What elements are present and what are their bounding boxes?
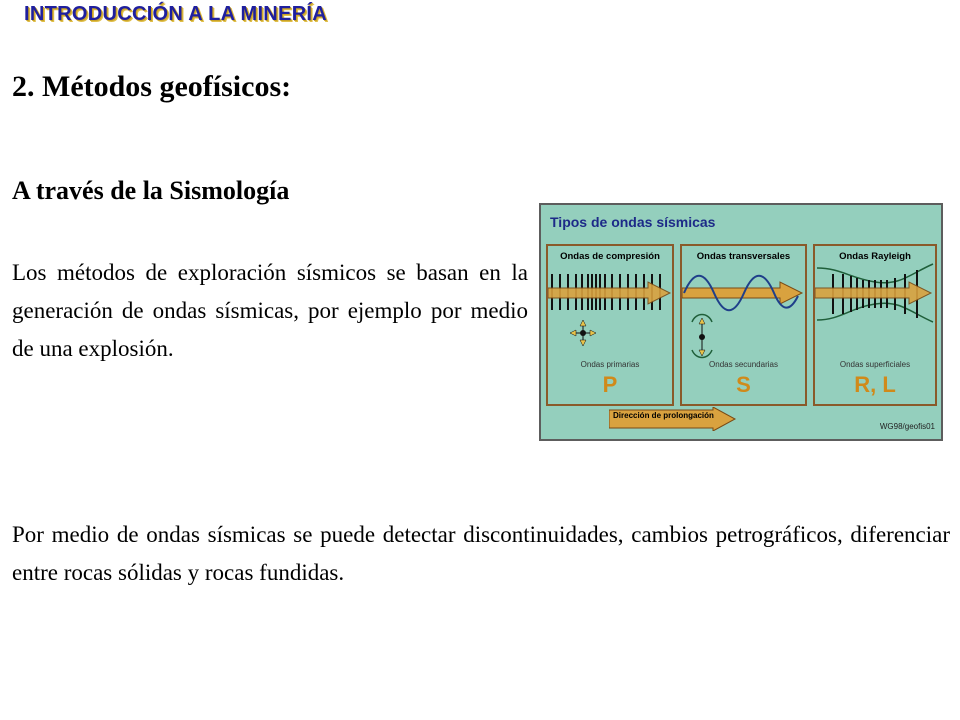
paragraph-intro: Los métodos de exploración sísmicos se basan en la generación de ondas sísmicas, por ejemplo por medio de una explosión. — [12, 260, 528, 361]
panel-title: Ondas Rayleigh — [839, 251, 911, 262]
transversal-wave-diagram — [682, 260, 805, 360]
panel-title: Ondas transversales — [696, 251, 791, 262]
panel-subtitle: Ondas superficiales — [839, 360, 911, 369]
panel-compression — [546, 244, 674, 406]
header-title: INTRODUCCIÓN A LA MINERÍA — [24, 3, 328, 25]
seismic-waves-figure — [539, 203, 943, 441]
panel-subtitle: Ondas secundarias — [709, 360, 778, 369]
paragraph-detail: Por medio de ondas sísmicas se puede detectar discontinuidades, cambios petrográficos, diferenciar entre rocas sólidas y rocas fundidas. — [12, 522, 950, 585]
wave-letter: R, L — [854, 372, 896, 397]
section-heading: 2. Métodos geofísicos: — [12, 70, 292, 103]
panel-rayleigh — [813, 244, 937, 406]
rayleigh-wave-diagram — [815, 260, 935, 360]
figure-title: Tipos de ondas sísmicas — [550, 214, 716, 230]
wave-letter: S — [736, 372, 751, 397]
wave-letter: P — [602, 372, 618, 397]
subsection-heading: A través de la Sismología — [12, 176, 290, 205]
compression-wave-diagram — [548, 260, 672, 360]
direction-label: Dirección de prolongación — [613, 411, 714, 420]
panel-transversal — [680, 244, 807, 406]
panel-subtitle: Ondas primarias — [580, 360, 640, 369]
figure-credit: WG98/geofis01 — [879, 422, 935, 431]
panel-title: Ondas de compresión — [560, 251, 660, 262]
